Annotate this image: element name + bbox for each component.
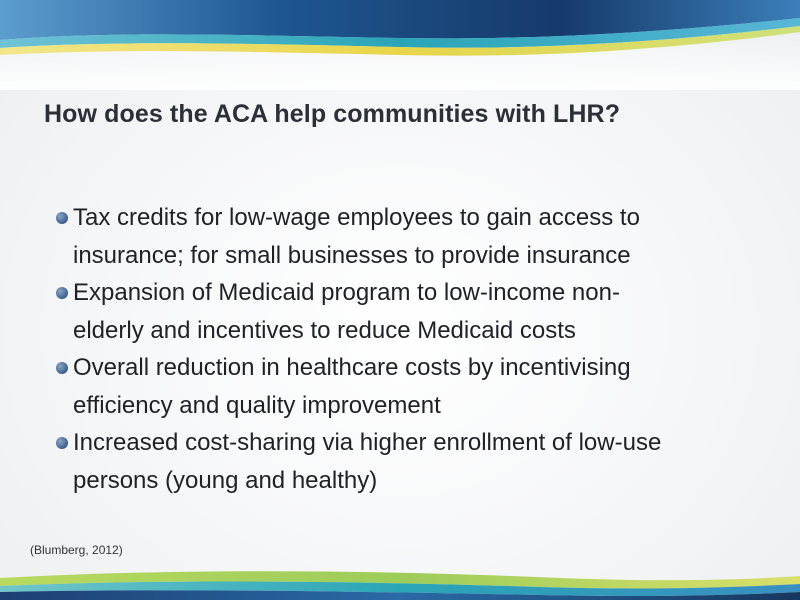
bullet-line: Overall reduction in healthcare costs by incentivising [73,354,631,381]
bullet-item [56,199,776,274]
bullet-list [56,199,776,499]
bullet-item [56,274,776,349]
bullet-icon [56,287,68,299]
bullet-line: insurance; for small businesses to provide insurance [73,241,631,269]
bullet-line: persons (young and healthy) [73,466,378,494]
bullet-icon [56,212,68,224]
bullet-line: elderly and incentives to reduce Medicaid costs [73,316,576,344]
top-decorative-wave [0,0,800,90]
bullet-line: Expansion of Medicaid program to low-income non- [73,279,620,306]
bullet-line: Tax credits for low-wage employees to gain access to [73,204,640,231]
bullet-item [56,424,776,499]
bullet-item [56,349,776,424]
bullet-line: Increased cost-sharing via higher enrollment of low-use [73,429,662,456]
citation: (Blumberg, 2012) [30,543,123,557]
slide-title: How does the ACA help communities with LHR? [44,100,621,128]
bullet-line: efficiency and quality improvement [73,391,441,419]
bullet-icon [56,362,68,374]
bullet-icon [56,437,68,449]
